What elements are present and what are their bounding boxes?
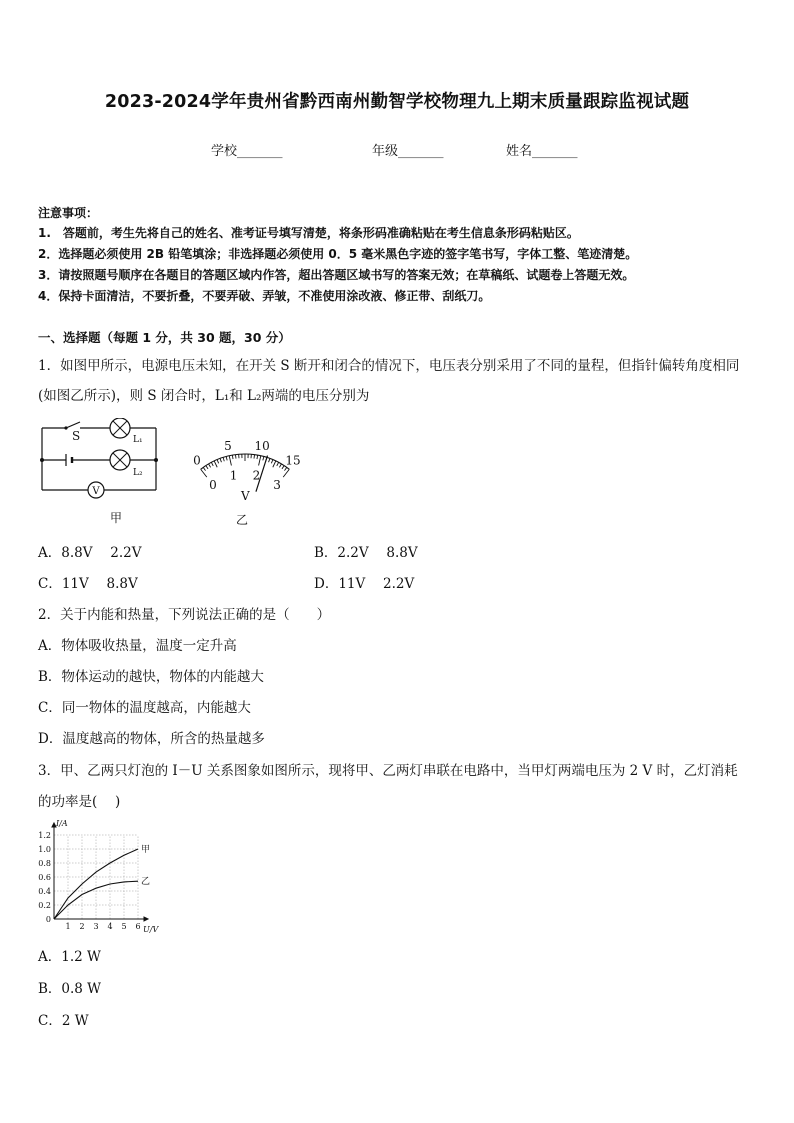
x-tick-label: 1 [65,922,71,931]
x-tick-label: 5 [121,922,127,931]
x-tick-label: 4 [107,922,113,931]
option-a: A．物体吸收热量，温度一定升高 [38,638,237,654]
lamp-l1-icon [110,418,130,438]
dial-tick [269,458,270,462]
dial-tick [211,462,213,466]
option-c: C．11V 8.8V [38,576,138,592]
circuit-diagram [36,418,166,528]
notice-item: 4．保持卡面清洁，不要折叠，不要弄破、弄皱，不准使用涂改液、修正带、刮纸刀。 [38,289,491,303]
school-field: 学校_______ [211,144,283,159]
option-b: B．0.8 W [38,981,102,997]
dial-tick [284,467,286,470]
question-3-line2: 的功率是( ) [38,794,121,810]
question-2-stem: 2．关于内能和热量，下列说法正确的是（ ） [38,607,331,623]
dial-lower-tick-label: 0 [209,478,217,493]
svg-text:V: V [92,486,100,497]
x-axis-arrow-icon [144,917,148,921]
question-1-line2: (如图乙所示)，则 S 闭合时，L₁和 L₂两端的电压分别为 [38,388,370,404]
lamp-l2-icon [110,450,130,470]
option-a: A．8.8V 2.2V [38,545,142,561]
notice-heading: 注意事项： [38,206,99,220]
voltmeter-icon [88,482,104,498]
y-axis-label: I/A [56,819,68,828]
switch-label: S [72,429,81,443]
y-tick-label: 0 [45,915,51,924]
dial-tick [271,460,273,464]
dial-tick [209,464,211,467]
option-c: C．2 W [38,1013,89,1029]
dial-tick [254,455,255,459]
x-tick-label: 2 [79,922,85,931]
x-axis-label: U/V [143,925,159,934]
dial-tick [217,460,219,464]
dial-tick [279,464,281,467]
y-tick-label: 0.6 [38,873,51,882]
dial-tick [206,466,208,469]
option-c: C．同一物体的温度越高，内能越大 [38,700,251,716]
grade-field: 年级_______ [372,144,444,159]
dial-tick [235,455,236,459]
dial-tick [277,462,279,466]
voltmeter-dial [170,418,320,530]
question-1-line1: 1．如图甲所示，电源电压未知，在开关 S 断开和闭合的情况下，电压表分别采用了不同的量程，但指针偏转角度相同 [38,358,740,374]
dial-lower-tick-label: 1 [229,468,238,483]
notice-item: 3．请按照题号顺序在各题目的答题区域内作答，超出答题区域书写的答案无效；在草稿纸、试题卷上答题无效。 [38,268,635,282]
option-a: A．1.2 W [38,949,101,965]
dial-tick [232,455,233,459]
option-b: B．2.2V 8.8V [314,545,418,561]
dial-tick [201,469,207,477]
iu-chart [34,814,170,940]
option-b: B．物体运动的越快，物体的内能越大 [38,669,264,685]
series-label-1: 乙 [141,877,151,888]
y-tick-label: 0.4 [38,887,51,896]
dial-lower-tick-label: 2 [252,468,261,483]
notice-item: 2．选择题必须使用 2B 铅笔填涂；非选择题必须使用 0．5 毫米黑色字迹的签字笔书写，字体工整、笔迹清楚。 [38,247,638,261]
l2-label: L₂ [133,468,143,478]
l1-label: L₁ [133,435,143,445]
name-field: 姓名_______ [506,144,578,159]
dial-tick [220,458,221,462]
dial-tick [229,456,231,466]
dial-upper-tick-label: 15 [285,453,301,468]
question-3-line1: 3．甲、乙两只灯泡的 I－U 关系图象如图所示，现将甲、乙两灯串联在电路中，当甲灯两端电压为 2 V 时，乙灯消耗 [38,763,738,779]
dial-upper-tick-label: 0 [193,453,201,468]
dial-upper-tick-label: 10 [254,438,270,453]
series-label-0: 甲 [141,845,151,855]
option-d: D．温度越高的物体，所含的热量越多 [38,731,265,747]
y-tick-label: 0.8 [38,859,51,868]
y-tick-label: 1.2 [38,831,51,840]
figure-caption-jia: 甲 [110,511,123,525]
dial-upper-tick-label: 5 [224,438,232,453]
dial-lower-tick-label: 3 [273,478,281,493]
dial-tick [214,461,217,467]
dial-tick [259,456,261,466]
dial-tick [223,457,224,461]
dial-tick [263,457,264,461]
dial-tick [203,467,205,470]
section-heading: 一、选择题（每题 1 分，共 30 题，30 分） [38,330,291,345]
page-title: 2023-2024学年贵州省黔西南州勤智学校物理九上期末质量跟踪监视试题 [104,92,690,112]
dial-tick [226,457,227,461]
y-tick-label: 1.0 [38,845,51,854]
option-d: D．11V 2.2V [314,576,415,592]
y-tick-label: 0.2 [38,901,51,910]
figure-caption-yi: 乙 [236,513,249,527]
notice-item: 1. 答题前，考生先将自己的姓名、准考证号填写清楚，将条形码准确粘贴在考生信息条形码粘贴区。 [38,226,579,240]
dial-tick [273,461,276,467]
x-tick-label: 6 [135,922,141,931]
dial-tick [282,466,284,469]
dial-tick [283,469,289,477]
x-tick-label: 3 [93,922,99,931]
dial-tick [257,455,258,459]
dial-unit: V [241,489,250,503]
